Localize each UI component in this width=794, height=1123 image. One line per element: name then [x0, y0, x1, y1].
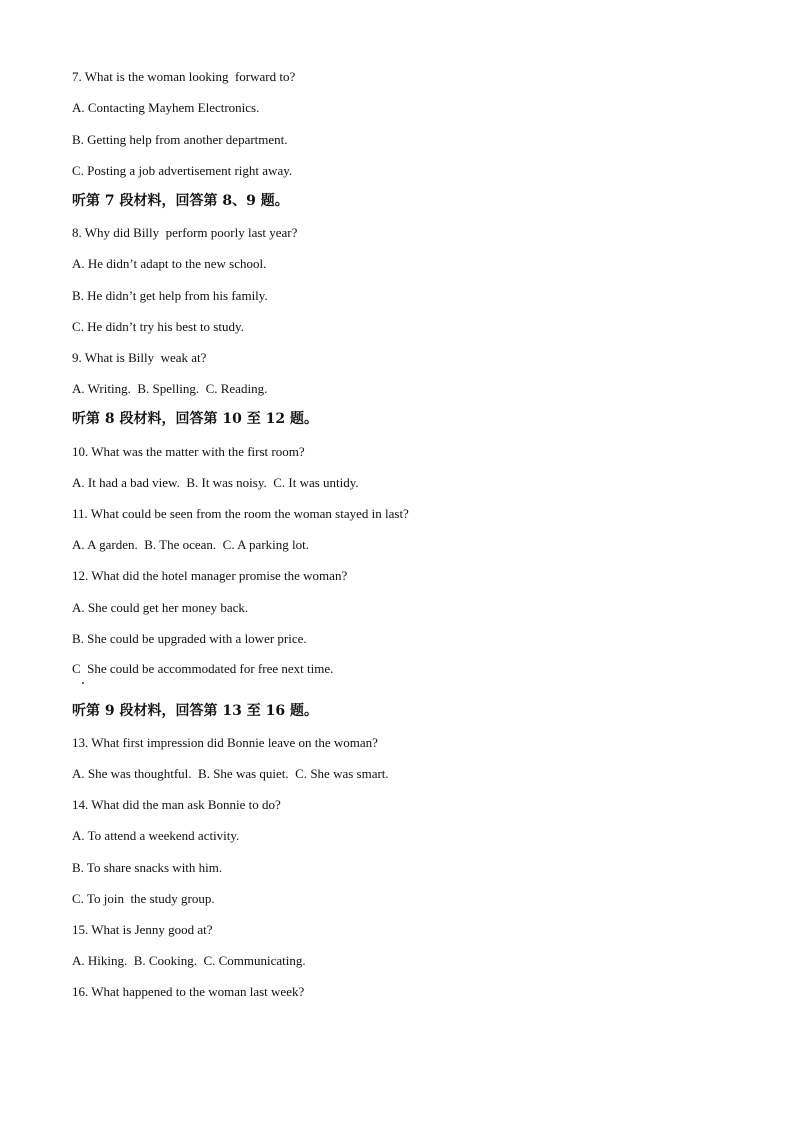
- option-12a: A. She could get her money back.: [72, 600, 249, 615]
- options-13: A. She was thoughtful. B. She was quiet. C. She was smart.: [72, 766, 389, 781]
- option-7a: A. Contacting Mayhem Electronics.: [72, 100, 260, 115]
- option-12b: B. She could be upgraded with a lower price.: [72, 631, 307, 646]
- section-heading-7: 听第 7 段材料，回答第 8、9 题。: [72, 193, 289, 209]
- option-7c: C. Posting a job advertisement right away.: [72, 163, 293, 178]
- question-16: 16. What happened to the woman last week?: [72, 984, 305, 999]
- option-7b: B. Getting help from another department.: [72, 132, 288, 147]
- options-10: A. It had a bad view. B. It was noisy. C. It was untidy.: [72, 475, 359, 490]
- section-heading-8: 听第 8 段材料，回答第 10 至 12 题。: [72, 411, 318, 427]
- question-11: 11. What could be seen from the room the woman stayed in last?: [72, 506, 409, 521]
- question-13: 13. What first impression did Bonnie leave on the woman?: [72, 735, 378, 750]
- option-8c: C. He didn’t try his best to study.: [72, 319, 244, 334]
- question-15: 15. What is Jenny good at?: [72, 922, 213, 937]
- option-14b: B. To share snacks with him.: [72, 860, 223, 875]
- question-12: 12. What did the hotel manager promise the woman?: [72, 568, 348, 583]
- option-8a: A. He didn’t adapt to the new school.: [72, 256, 267, 271]
- option-12c: C She could be accommodated for free next time.: [72, 661, 334, 676]
- section-heading-9: 听第 9 段材料，回答第 13 至 16 题。: [72, 703, 318, 719]
- option-14a: A. To attend a weekend activity.: [72, 828, 240, 843]
- question-7: 7. What is the woman looking forward to?: [72, 69, 296, 84]
- question-10: 10. What was the matter with the first room?: [72, 444, 305, 459]
- option-8b: B. He didn’t get help from his family.: [72, 288, 268, 303]
- question-8: 8. Why did Billy perform poorly last year?: [72, 225, 298, 240]
- question-14: 14. What did the man ask Bonnie to do?: [72, 797, 281, 812]
- option-14c: C. To join the study group.: [72, 891, 215, 906]
- question-9: 9. What is Billy weak at?: [72, 350, 207, 365]
- options-15: A. Hiking. B. Cooking. C. Communicating.: [72, 953, 306, 968]
- options-9: A. Writing. B. Spelling. C. Reading.: [72, 381, 268, 396]
- options-11: A. A garden. B. The ocean. C. A parking lot.: [72, 537, 309, 552]
- stray-dot: [82, 682, 84, 684]
